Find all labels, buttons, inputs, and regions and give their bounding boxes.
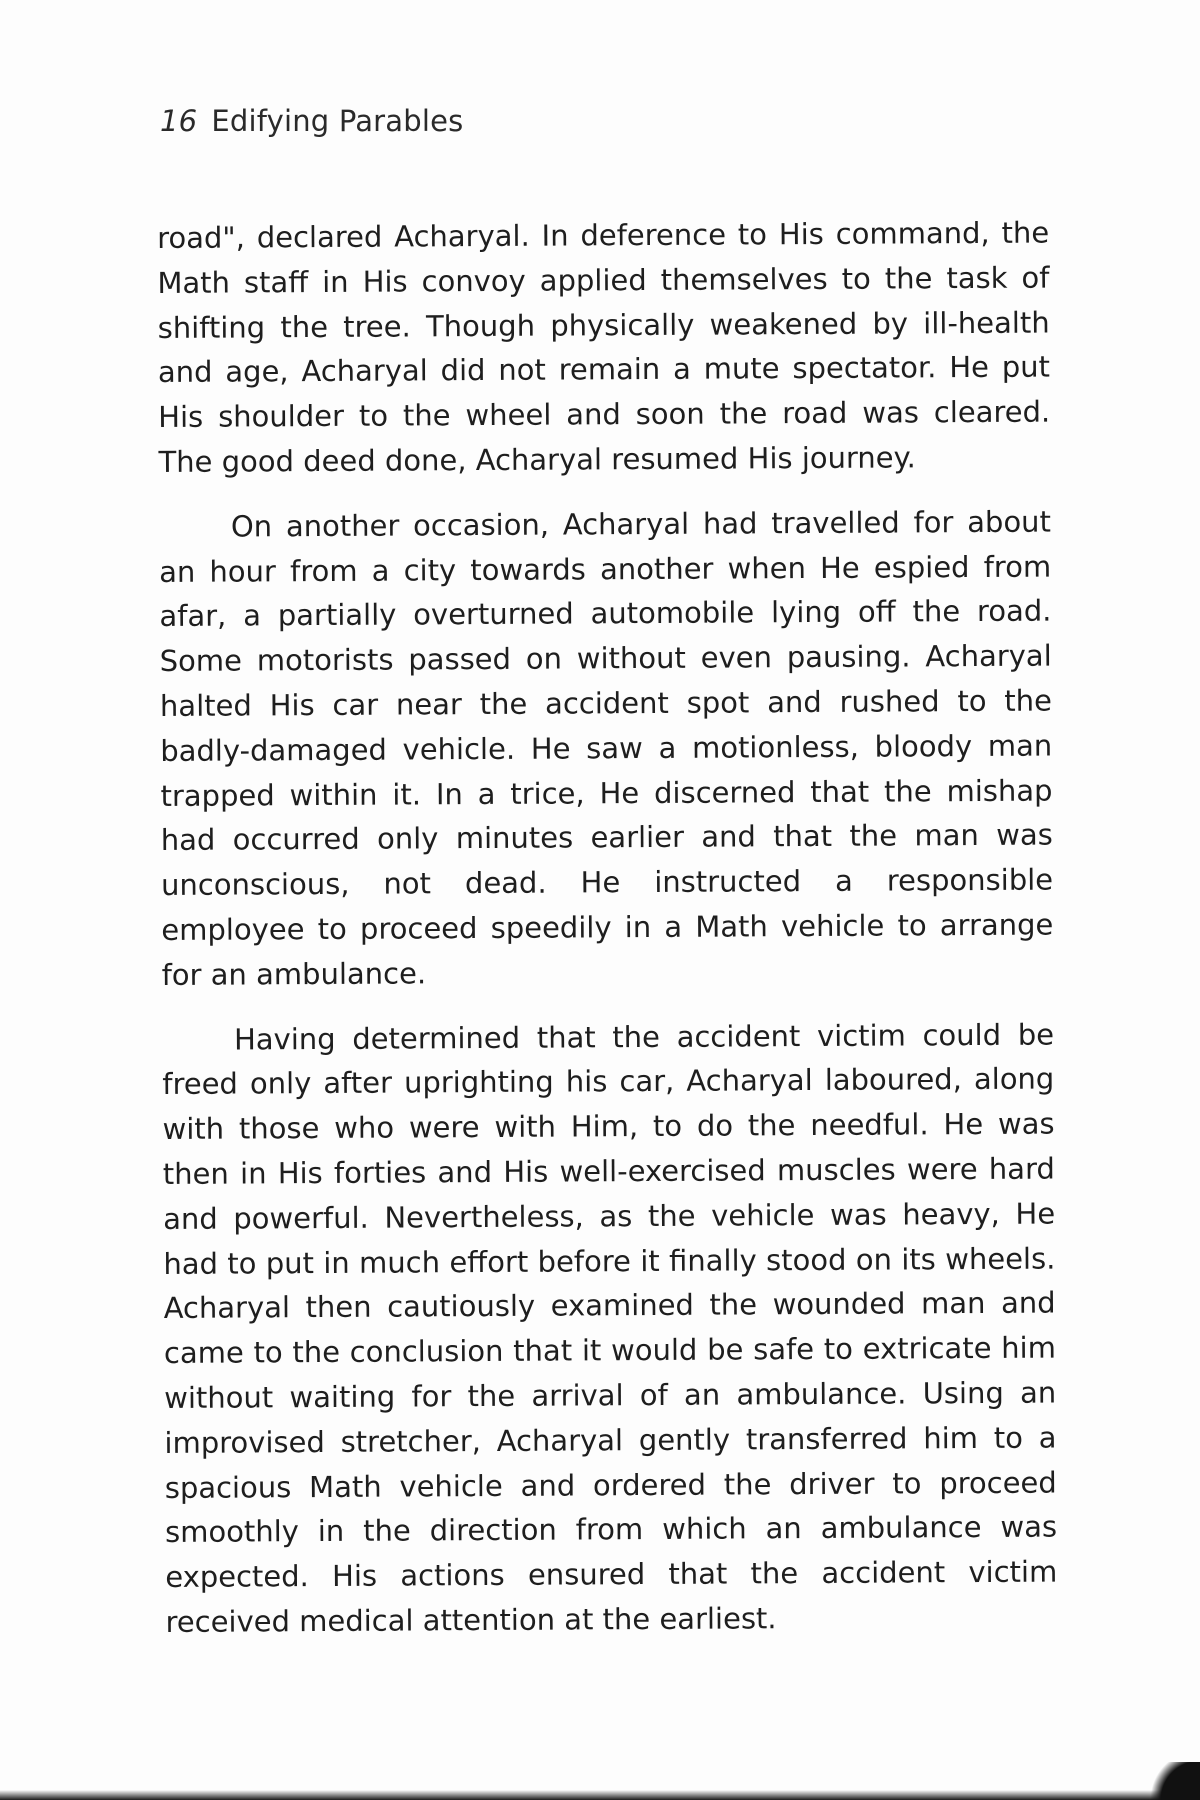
page-corner-shadow — [1140, 1762, 1200, 1800]
body-text — [157, 211, 1058, 1645]
page-number: 16 — [160, 104, 198, 138]
page-bottom-edge-shadow — [0, 1790, 1200, 1800]
book-title: Edifying Parables — [211, 104, 464, 138]
paragraph-continuation: road", declared Acharyal. In deference to His command, the Math staff in His convoy applied themselves to the task of shifting the tree. Though physically weakened by ill-health and age, Acharyal did not remain a mute spectator. He put His shoulder to the wheel and soon the road was cleared. The good deed done, Acharyal resumed His journey. — [157, 215, 1051, 479]
paragraph-overturned-automobile: On another occasion, Acharyal had travelled for about an hour from a city towards another when He espied from afar, a partially overturned automobile lying off the road. Some motorists passed on without even pausing. Acharyal halted His car near the accident spot and rushed to the badly-damaged vehicle. He saw a motionless, bloody man trapped within it. In a trice, He discerned that the mishap had occurred only minutes earlier and that the man was unconscious, not dead. He instructed a responsible employee to proceed speedily in a Math vehicle to arrange for an ambulance. — [159, 504, 1054, 992]
paragraph-rescue: Having determined that the accident victim could be freed only after uprighting his car, Acharyal laboured, along with those who were with Him, to do the needful. He was then in His forties and His well-exercised muscles were hard and powerful. Nevertheless, as the vehicle was heavy, He had to put in much effort before it finally stood on its wheels. Acharyal then cautiously examined the wounded man and came to the conclusion that it would be safe to extricate him without waiting for the arrival of an ambulance. Using an improvised stretcher, Acharyal gently transferred him to a spacious Math vehicle and ordered the driver to proceed smoothly in the direction from which an ambulance was expected. His actions ensured that the accident victim received medical attention at the earliest. — [162, 1017, 1058, 1639]
running-head — [160, 104, 464, 138]
